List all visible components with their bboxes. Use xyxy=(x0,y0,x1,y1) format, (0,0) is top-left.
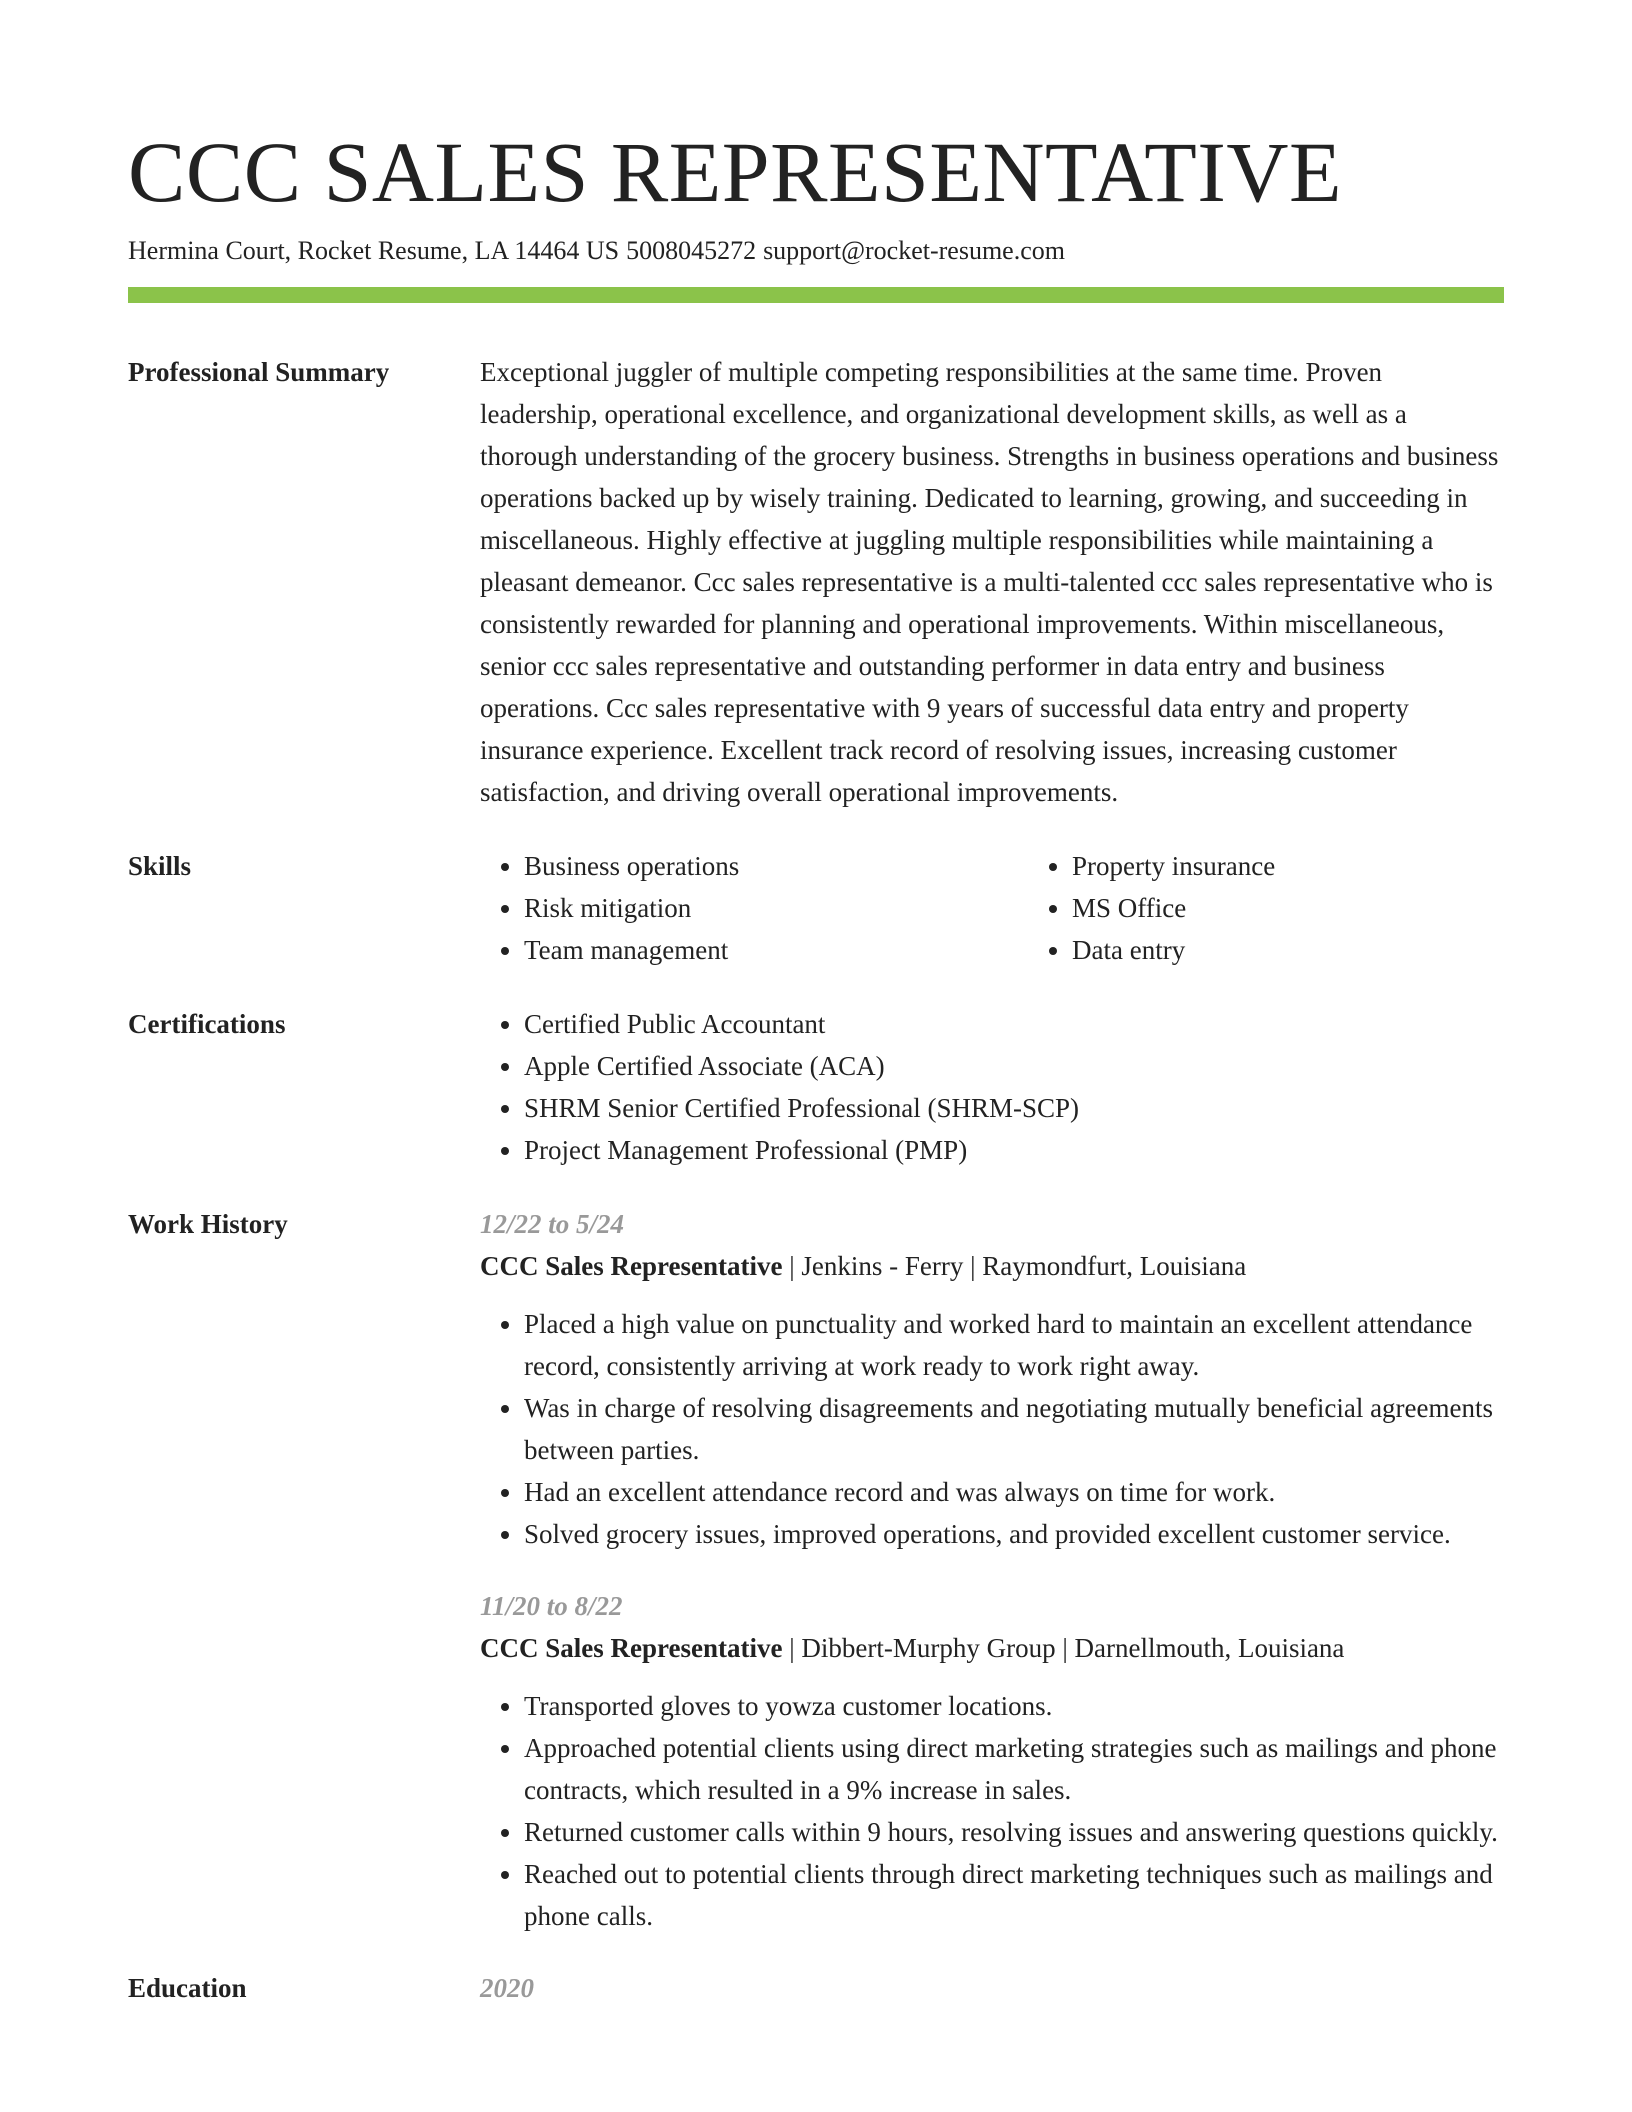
job-bullet: • Approached potential clients using direct marketing strategies such as mailings and phone contracts, which resulted in a 9% increase in sales. xyxy=(524,1727,1504,1811)
education-date: 2020 xyxy=(480,1973,534,2003)
certifications-list xyxy=(480,1003,1504,1171)
section-label-certifications: Certifications xyxy=(128,1009,286,1039)
work-history-list xyxy=(480,1203,1504,1937)
skills-section xyxy=(128,845,1504,971)
job-bullet: • Transported gloves to yowza customer locations. xyxy=(524,1685,1504,1727)
job-title: CCC Sales Representative xyxy=(480,1251,783,1281)
certification-item: • SHRM Senior Certified Professional (SHRM-SCP) xyxy=(524,1087,1504,1129)
section-label-work-history: Work History xyxy=(128,1209,288,1239)
job-bullets xyxy=(480,1303,1504,1555)
job-bullet: • Had an excellent attendance record and was always on time for work. xyxy=(524,1471,1504,1513)
certification-item: • Certified Public Accountant xyxy=(524,1003,1504,1045)
job-bullet: • Was in charge of resolving disagreements and negotiating mutually beneficial agreements between parties. xyxy=(524,1387,1504,1471)
job-date: 12/22 to 5/24 xyxy=(480,1209,625,1239)
job-title: CCC Sales Representative xyxy=(480,1633,783,1663)
section-label-education: Education xyxy=(128,1973,247,2003)
skills-column-left xyxy=(480,845,1028,971)
job-entry xyxy=(480,1203,1504,1555)
summary-text: Exceptional juggler of multiple competing responsibilities at the same time. Proven leadership, operational excellence, and organizational development skills, as well as a thorough understanding of the grocery business. Strengths in business operations and business operations backed up by wisely training. Dedicated to learning, growing, and succeeding in miscellaneous. Highly effective at juggling multiple responsibilities while maintaining a pleasant demeanor. Ccc sales representative is a multi-talented ccc sales representative who is consistently rewarded for planning and operational improvements. Within miscellaneous, senior ccc sales representative and outstanding performer in data entry and business operations. Ccc sales representative with 9 years of successful data entry and property insurance experience. Excellent track record of resolving issues, increasing customer satisfaction, and driving overall operational improvements. xyxy=(480,357,1499,807)
contact-address: Hermina Court, Rocket Resume, LA 14464 US xyxy=(128,236,620,265)
section-label-summary: Professional Summary xyxy=(128,357,390,387)
skill-item: • MS Office xyxy=(1072,887,1504,929)
certification-item: • Project Management Professional (PMP) xyxy=(524,1129,1504,1171)
contact-email: support@rocket-resume.com xyxy=(763,236,1065,265)
job-bullet: • Placed a high value on punctuality and worked hard to maintain an excellent attendance record, consistently arriving at work ready to work right away. xyxy=(524,1303,1504,1387)
resume-page xyxy=(128,122,1504,2009)
job-bullet: • Solved grocery issues, improved operations, and provided excellent customer service. xyxy=(524,1513,1504,1555)
skill-item: • Property insurance xyxy=(1072,845,1504,887)
job-employer-location: | Dibbert-Murphy Group | Darnellmouth, Louisiana xyxy=(782,1633,1345,1663)
education-section xyxy=(128,1967,1504,2009)
skill-item: • Data entry xyxy=(1072,929,1504,971)
work-history-section xyxy=(128,1203,1504,1937)
job-date: 11/20 to 8/22 xyxy=(480,1591,623,1621)
job-bullet: • Returned customer calls within 9 hours, resolving issues and answering questions quickly. xyxy=(524,1811,1504,1853)
job-header xyxy=(480,1245,1504,1287)
summary-section xyxy=(128,351,1504,813)
header-divider xyxy=(128,287,1504,303)
job-bullet: • Reached out to potential clients through direct marketing techniques such as mailings and phone calls. xyxy=(524,1853,1504,1937)
contact-line xyxy=(128,234,1504,268)
candidate-name: CCC SALES REPRESENTATIVE xyxy=(128,124,1343,220)
skills-column-right xyxy=(1028,845,1504,971)
skill-item: • Team management xyxy=(524,929,1028,971)
skills-list xyxy=(480,845,1504,971)
section-label-skills: Skills xyxy=(128,851,192,881)
job-header xyxy=(480,1627,1504,1669)
job-employer-location: | Jenkins - Ferry | Raymondfurt, Louisiana xyxy=(782,1251,1247,1281)
certification-item: • Apple Certified Associate (ACA) xyxy=(524,1045,1504,1087)
education-list xyxy=(480,1967,1504,2009)
certifications-section xyxy=(128,1003,1504,1171)
skill-item: • Business operations xyxy=(524,845,1028,887)
contact-phone: 5008045272 xyxy=(626,236,757,265)
job-entry xyxy=(480,1585,1504,1937)
skill-item: • Risk mitigation xyxy=(524,887,1028,929)
job-bullets xyxy=(480,1685,1504,1937)
